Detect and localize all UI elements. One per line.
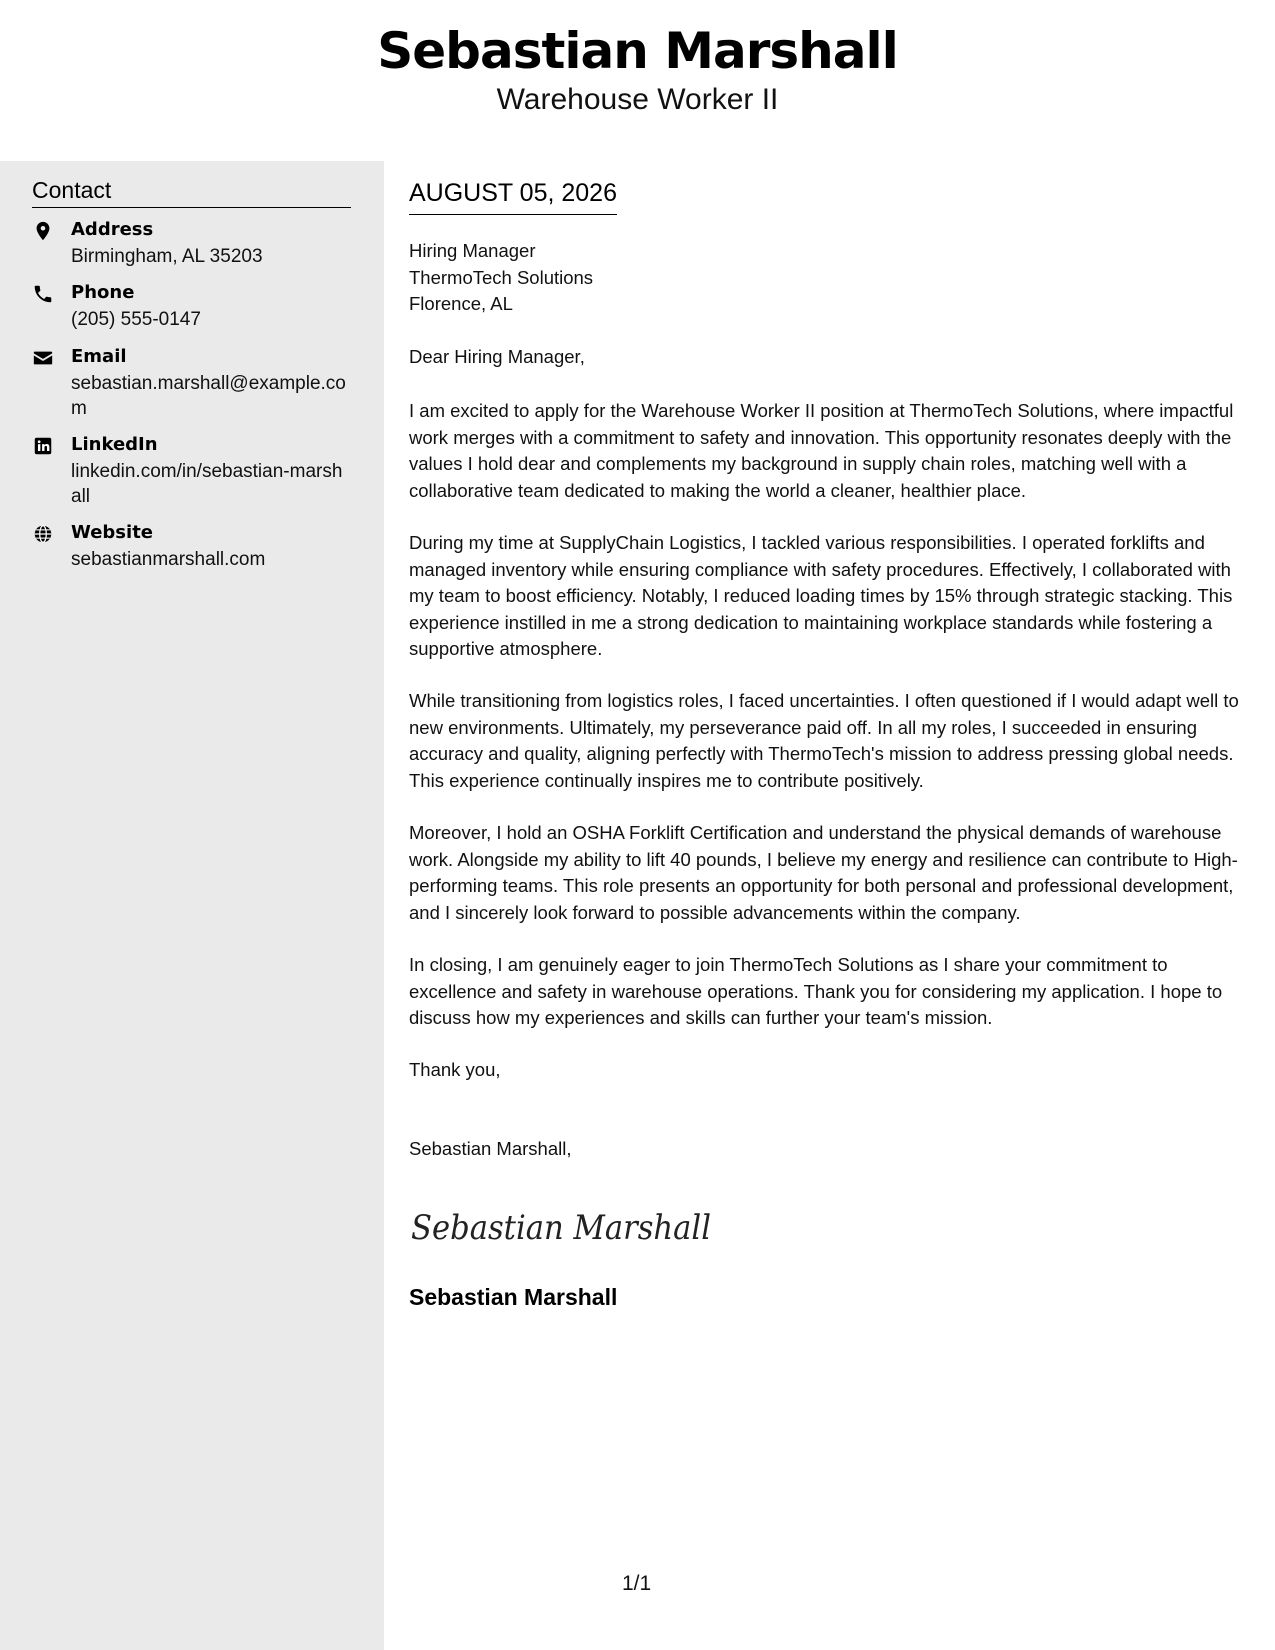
paragraph: In closing, I am genuinely eager to join ThermoTech Solutions as I share your commitment to excellence and safety in warehouse operations. Thank you for considering my application. I hope to discuss how my experiences and skills can further your team's mission.	[409, 954, 1223, 1028]
phone-label: Phone	[71, 282, 135, 303]
job-title: Warehouse Worker II	[496, 83, 779, 116]
envelope-icon	[32, 347, 54, 369]
contact-sidebar	[0, 161, 384, 1650]
linkedin-value: linkedin.com/in/sebastian-marshall	[71, 461, 343, 507]
website-label: Website	[71, 522, 154, 543]
svg-text:Sebastian Marshall: Sebastian Marshall	[411, 1208, 711, 1248]
page-number: 1/1	[622, 1572, 652, 1595]
handwritten-signature	[409, 1201, 711, 1251]
recipient-location: Florence, AL	[409, 293, 513, 314]
address-value: Birmingham, AL 35203	[71, 246, 263, 267]
salutation: Dear Hiring Manager,	[409, 346, 585, 367]
linkedin-icon	[32, 435, 54, 457]
location-pin-icon	[32, 220, 54, 242]
header	[0, 0, 1275, 160]
contact-heading: Contact	[32, 177, 351, 208]
email-label: Email	[71, 346, 127, 367]
recipient-company: ThermoTech Solutions	[409, 266, 594, 288]
signer-name: Sebastian Marshall,	[409, 1138, 572, 1159]
closing: Thank you,	[409, 1059, 501, 1080]
address-label: Address	[71, 219, 154, 240]
website-value: sebastianmarshall.com	[71, 549, 266, 570]
phone-icon	[32, 283, 54, 305]
printed-name: Sebastian Marshall	[409, 1284, 618, 1310]
paragraph: While transitioning from logistics roles, I faced uncertainties. I often questioned if I would adapt well to new environments. Ultimately, my perseverance paid off. In all my roles, I succeeded in ensuring accuracy and quality, aligning perfectly with ThermoTech's mission to address pressing global needs. This experience continually inspires me to contribute positively.	[409, 690, 1239, 791]
paragraph: During my time at SupplyChain Logistics, I tackled various responsibilities. I operated forklifts and managed inventory while ensuring compliance with safety procedures. Effectively, I collaborated with my team to boost efficiency. Notably, I reduced loading times by 15% through strategic stacking. This experience instilled in me a strong dedication to maintaining workplace standards while fostering a supportive atmosphere.	[409, 532, 1233, 659]
recipient-block	[409, 238, 593, 318]
recipient-name: Hiring Manager	[409, 240, 536, 261]
applicant-name: Sebastian Marshall	[377, 22, 898, 80]
letter-date: AUGUST 05, 2026	[409, 179, 617, 215]
email-value: sebastian.marshall@example.com	[71, 373, 346, 419]
phone-value: (205) 555-0147	[71, 309, 201, 330]
paragraph: Moreover, I hold an OSHA Forklift Certification and understand the physical demands of warehouse work. Alongside my ability to lift 40 pounds, I believe my energy and resilience can contribute to High-performing teams. This role presents an opportunity for both personal and professional development, and I sincerely look forward to possible advancements within the company.	[409, 822, 1238, 923]
linkedin-label: LinkedIn	[71, 434, 158, 455]
globe-icon	[32, 523, 54, 545]
paragraph: I am excited to apply for the Warehouse Worker II position at ThermoTech Solutions, where impactful work merges with a commitment to safety and innovation. This opportunity resonates deeply with the values I hold dear and complements my background in supply chain roles, matching well with a collaborative team dedicated to making the world a cleaner, healthier place.	[409, 400, 1234, 501]
